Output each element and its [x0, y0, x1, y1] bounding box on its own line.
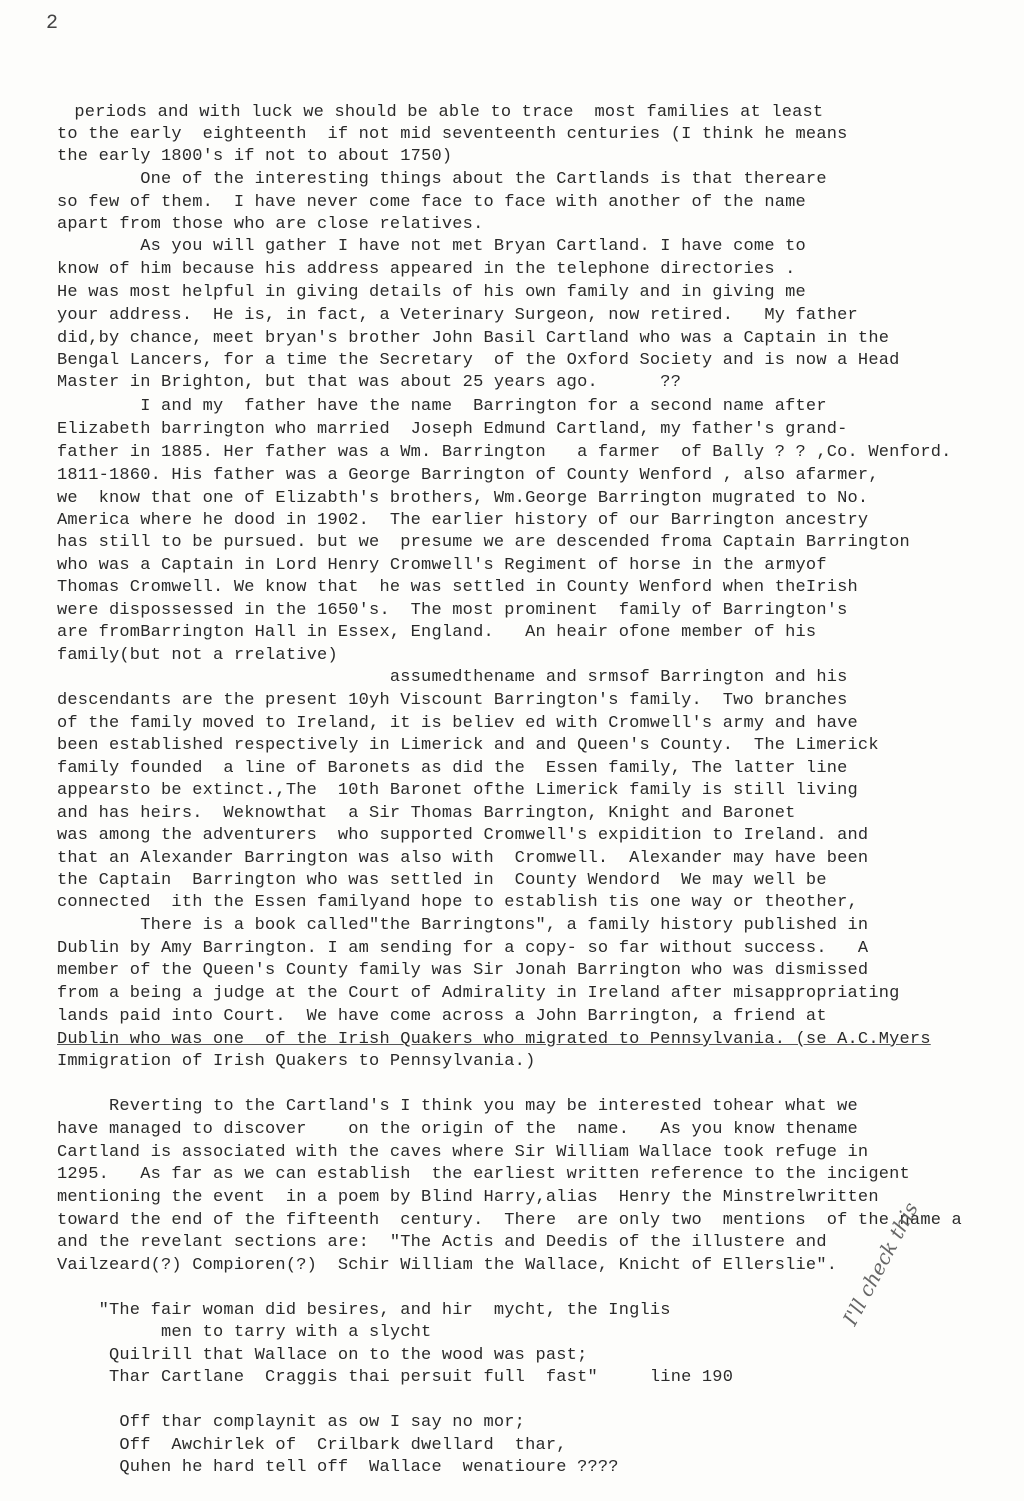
text-line: Off thar complaynit as ow I say no mor;: [57, 1413, 526, 1432]
text-line: America where he dood in 1902. The earlier history of our Barrington ancestry: [57, 511, 869, 530]
text-line: Dublin by Amy Barrington. I am sending for a copy- so far without success. A: [57, 939, 869, 958]
text-line: member of the Queen's County family was Sir Jonah Barrington who was dismissed: [57, 961, 869, 980]
text-line: Thar Cartlane Craggis thai persuit full fast" line 190: [57, 1368, 734, 1387]
text-line: been established respectively in Limerick and and Queen's County. The Limerick: [57, 736, 879, 755]
text-line: are fromBarrington Hall in Essex, England. An heair ofone member of his: [57, 623, 817, 642]
text-line: appearsto be extinct.,The 10th Baronet ofthe Limerick family is still living: [57, 781, 858, 800]
text-line: to the early eighteenth if not mid seventeenth centuries (I think he means: [57, 125, 848, 144]
text-line: and the revelant sections are: "The Actis and Deedis of the illustere and: [57, 1233, 827, 1252]
text-line: descendants are the present 10yh Viscount Barrington's family. Two branches: [57, 691, 848, 710]
text-line: Quilrill that Wallace on to the wood was past;: [57, 1346, 588, 1365]
text-line: was among the adventurers who supported Cromwell's expidition to Ireland. and: [57, 826, 869, 845]
text-line: He was most helpful in giving details of his own family and in giving me: [57, 283, 806, 302]
text-line: There is a book called"the Barringtons", a family history published in: [57, 916, 869, 935]
text-line: Elizabeth barrington who married Joseph Edmund Cartland, my father's grand-: [57, 420, 848, 439]
text-line: I and my father have the name Barrington for a second name after: [57, 397, 827, 416]
text-line: Vailzeard(?) Compioren(?) Schir William the Wallace, Knicht of Ellerslie".: [57, 1256, 838, 1275]
text-line: that an Alexander Barrington was also with Cromwell. Alexander may have been: [57, 849, 869, 868]
text-line: we know that one of Elizabth's brothers, Wm.George Barrington mugrated to No.: [57, 489, 869, 508]
text-line: connected ith the Essen familyand hope to establish tis one way or theother,: [57, 893, 858, 912]
text-line: mentioning the event in a poem by Blind Harry,alias Henry the Minstrelwritten: [57, 1188, 879, 1207]
text-line: did,by chance, meet bryan's brother John Basil Cartland who was a Captain in the: [57, 329, 890, 348]
text-line: your address. He is, in fact, a Veterinary Surgeon, now retired. My father: [57, 306, 858, 325]
text-line: have managed to discover on the origin of the name. As you know thename: [57, 1120, 858, 1139]
text-line: of the family moved to Ireland, it is believ ed with Cromwell's army and have: [57, 714, 858, 733]
page-number: 2: [46, 12, 59, 35]
text-line: from a being a judge at the Court of Admirality in Ireland after misappropriating: [57, 984, 900, 1003]
text-line: As you will gather I have not met Bryan Cartland. I have come to: [57, 237, 806, 256]
text-line: men to tarry with a slycht: [57, 1323, 432, 1342]
text-line: Dublin who was one of the Irish Quakers who migrated to Pennsylvania. (se A.C.Myers: [57, 1030, 931, 1049]
text-line: Off Awchirlek of Crilbark dwellard thar,: [57, 1436, 567, 1455]
text-line: Quhen he hard tell off Wallace wenatioure ????: [57, 1458, 619, 1477]
text-line: has still to be pursued. but we presume we are descended froma Captain Barrington: [57, 533, 910, 552]
text-line: who was a Captain in Lord Henry Cromwell's Regiment of horse in the armyof: [57, 556, 827, 575]
text-line: 1811-1860. His father was a George Barrington of County Wenford , also afarmer,: [57, 466, 879, 485]
text-line: know of him because his address appeared in the telephone directories .: [57, 260, 796, 279]
text-line: One of the interesting things about the Cartlands is that thereare: [57, 170, 827, 189]
text-line: "The fair woman did besires, and hir mycht, the Inglis: [57, 1301, 671, 1320]
text-line: father in 1885. Her father was a Wm. Barrington a farmer of Bally ? ? ,Co. Wenford.: [57, 443, 952, 462]
text-line: Immigration of Irish Quakers to Pennsylvania.): [57, 1052, 536, 1071]
text-line: Master in Brighton, but that was about 25 years ago. ??: [57, 373, 682, 392]
text-line: Thomas Cromwell. We know that he was settled in County Wenford when theIrish: [57, 578, 858, 597]
text-line: family founded a line of Baronets as did the Essen family, The latter line: [57, 759, 848, 778]
text-line: periods and with luck we should be able to trace most families at least: [64, 103, 824, 122]
text-line: Reverting to the Cartland's I think you may be interested tohear what we: [57, 1097, 858, 1116]
handwritten-margin-note: I'll check this: [838, 1198, 923, 1330]
text-line: and has heirs. Weknowthat a Sir Thomas Barrington, Knight and Baronet: [57, 804, 796, 823]
text-line: lands paid into Court. We have come across a John Barrington, a friend at: [57, 1007, 827, 1026]
text-line: Bengal Lancers, for a time the Secretary of the Oxford Society and is now a Head: [57, 351, 900, 370]
text-line: Cartland is associated with the caves where Sir William Wallace took refuge in: [57, 1143, 869, 1162]
text-line: 1295. As far as we can establish the earliest written reference to the incigent: [57, 1165, 910, 1184]
text-line: toward the end of the fifteenth century. There are only two mentions of the name a: [57, 1211, 962, 1230]
text-line: the Captain Barrington who was settled in County Wendord We may well be: [57, 871, 827, 890]
text-line: the early 1800's if not to about 1750): [57, 147, 453, 166]
text-line: so few of them. I have never come face to face with another of the name: [57, 193, 806, 212]
text-line: were dispossessed in the 1650's. The most prominent family of Barrington's: [57, 601, 848, 620]
text-line: assumedthename and srmsof Barrington and his: [57, 668, 848, 687]
text-line: apart from those who are close relatives.: [57, 215, 484, 234]
text-line: family(but not a rrelative): [57, 646, 338, 665]
